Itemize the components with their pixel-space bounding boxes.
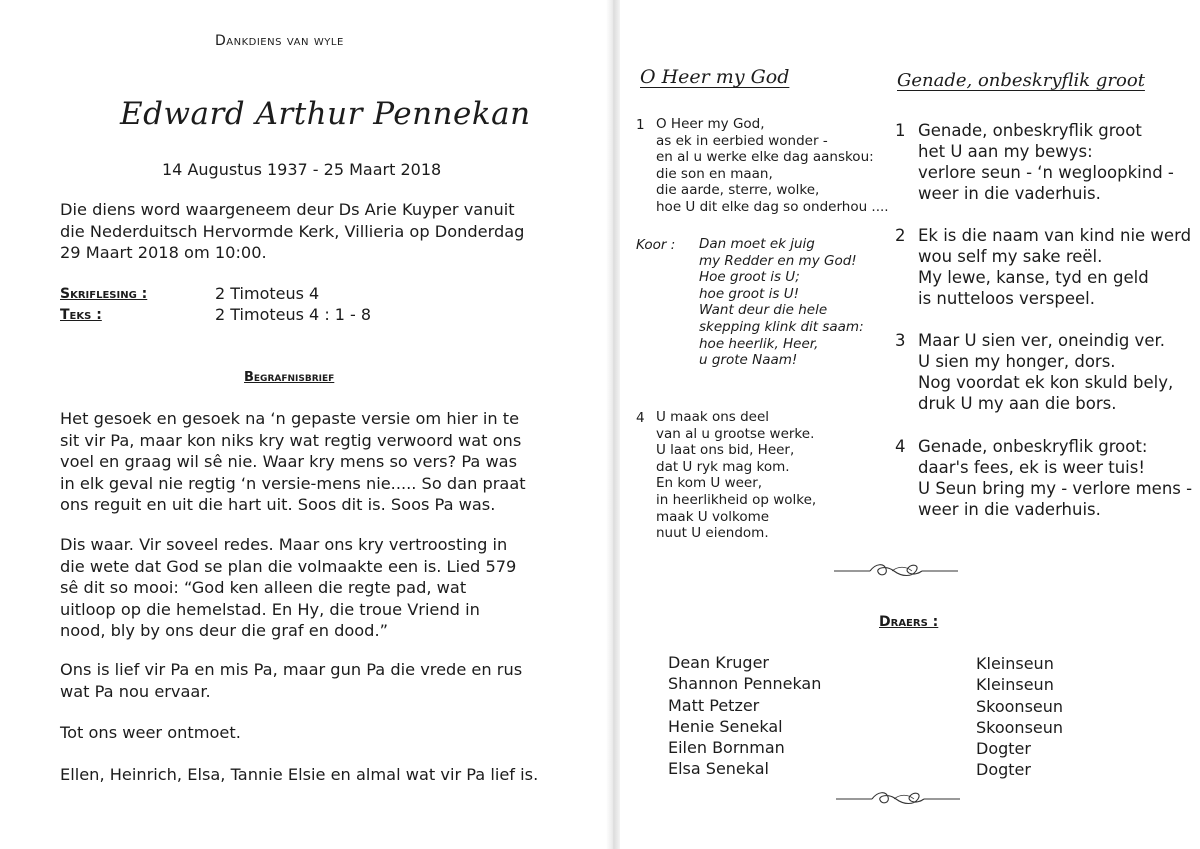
bearer-relation: Dogter bbox=[976, 760, 1031, 780]
verse-line: U laat ons bid, Heer, bbox=[656, 442, 795, 459]
hymn2-verse2 bbox=[918, 225, 1191, 309]
verse-line: nuut U eiendom. bbox=[656, 525, 769, 542]
hymn2-verse3-number: 3 bbox=[895, 331, 906, 350]
verse-line: U Seun bring my - verlore mens - bbox=[918, 479, 1193, 498]
text-line: sê dit so mooi: “God ken alleen die regte pad, wat bbox=[60, 578, 467, 597]
text-line: uitloop op die hemelstad. En Hy, die troue Vriend in bbox=[60, 599, 480, 619]
verse-line: skepping klink dit saam: bbox=[699, 318, 864, 335]
hymn1-verse1-number: 1 bbox=[636, 117, 645, 133]
verse-line: wou self my sake reël. bbox=[918, 247, 1103, 266]
verse-line: u grote Naam! bbox=[699, 352, 798, 369]
verse-line: en al u werke elke dag aanskou: bbox=[656, 149, 874, 166]
text-value: 2 Timoteus 4 : 1 - 8 bbox=[215, 305, 372, 324]
letter-paragraph-3 bbox=[60, 659, 522, 702]
text-line: Dis waar. Vir soveel redes. Maar ons kry vertroosting in bbox=[60, 535, 508, 554]
bearer-relations bbox=[976, 653, 1063, 781]
verse-line: van al u grootse werke. bbox=[656, 425, 815, 442]
bearer-name: Henie Senekal bbox=[668, 716, 783, 736]
text-line: Het gesoek en gesoek na ‘n gepaste versie om hier in te bbox=[60, 409, 520, 428]
verse-line: weer in die vaderhuis. bbox=[918, 500, 1101, 519]
verse-line: weer in die vaderhuis. bbox=[918, 184, 1101, 203]
verse-line: het U aan my bewys: bbox=[918, 142, 1093, 161]
verse-line: in heerlikheid op wolke, bbox=[656, 491, 817, 508]
verse-line: daar's fees, ek is weer tuis! bbox=[918, 458, 1145, 477]
hymn1-verse4 bbox=[656, 409, 816, 542]
page-fold bbox=[606, 0, 620, 849]
text-line: Die diens word waargeneem deur Ds Arie Kuyper vanuit bbox=[60, 200, 515, 219]
text-line: wat Pa nou ervaar. bbox=[60, 681, 211, 701]
verse-line: En kom U weer, bbox=[656, 475, 763, 492]
text-line: voel en graag wil sê nie. Waar kry mens so vers? Pa was bbox=[60, 452, 518, 471]
verse-line: Dan moet ek juig bbox=[699, 236, 815, 252]
text-line: in elk geval nie regtig ‘n versie-mens nie..... So dan praat bbox=[60, 473, 526, 493]
verse-line: O Heer my God, bbox=[656, 116, 765, 132]
letter-paragraph-2 bbox=[60, 534, 516, 642]
text-line: ons reguit en uit die hart uit. Soos dit is. Soos Pa was. bbox=[60, 495, 496, 514]
hymn2-verse2-number: 2 bbox=[895, 226, 906, 245]
verse-line: U maak ons deel bbox=[656, 409, 770, 425]
text-line: sit vir Pa, maar kon niks kry wat regtig verwoord wat ons bbox=[60, 430, 522, 450]
hymn1-verse1 bbox=[656, 116, 889, 216]
hymn2-verse3 bbox=[918, 330, 1173, 414]
flourish-divider-icon bbox=[832, 560, 960, 582]
bearer-relation: Dogter bbox=[976, 739, 1031, 759]
bearer-name: Dean Kruger bbox=[668, 653, 769, 672]
verse-line: Maar U sien ver, oneindig ver. bbox=[918, 331, 1165, 350]
bearer-relation: Skoonseun bbox=[976, 717, 1064, 737]
scripture-label: Skriflesing : bbox=[60, 286, 148, 302]
hymn2-verse1 bbox=[918, 120, 1174, 204]
text-line: 29 Maart 2018 om 10:00. bbox=[60, 243, 267, 262]
hymn2-title: Genade, onbeskryflik groot bbox=[897, 70, 1145, 91]
text-line: nood, bly by ons deur die graf en dood.” bbox=[60, 621, 388, 640]
text-label: Teks : bbox=[60, 307, 102, 323]
verse-line: hoe heerlik, Heer, bbox=[699, 335, 819, 352]
bearer-name: Elsa Senekal bbox=[668, 759, 769, 779]
bearer-name: Matt Petzer bbox=[668, 695, 760, 715]
verse-line: verlore seun - ‘n wegloopkind - bbox=[918, 163, 1174, 182]
hymn1-title: O Heer my God bbox=[640, 66, 790, 88]
bearer-relation: Kleinseun bbox=[976, 675, 1054, 695]
verse-line: die son en maan, bbox=[656, 165, 773, 182]
life-dates: 14 Augustus 1937 - 25 Maart 2018 bbox=[162, 160, 442, 179]
scripture-value: 2 Timoteus 4 bbox=[215, 284, 320, 303]
bearer-names bbox=[668, 652, 821, 780]
verse-line: Nog voordat ek kon skuld bely, bbox=[918, 373, 1174, 392]
hymn1-chorus bbox=[699, 236, 864, 369]
verse-line: die aarde, sterre, wolke, bbox=[656, 182, 820, 199]
letter-title: Begrafnisbrief bbox=[244, 370, 335, 385]
bearer-relation: Skoonseun bbox=[976, 696, 1064, 716]
letter-paragraph-1 bbox=[60, 408, 526, 516]
verse-line: Want deur die hele bbox=[699, 302, 828, 319]
letter-signature: Ellen, Heinrich, Elsa, Tannie Elsie en almal wat vir Pa lief is. bbox=[60, 765, 539, 784]
verse-line: Genade, onbeskryflik groot bbox=[918, 121, 1142, 140]
bearers-title: Draers : bbox=[879, 614, 939, 630]
text-line: Ons is lief vir Pa en mis Pa, maar gun Pa die vrede en rus bbox=[60, 660, 523, 679]
hymn1-verse4-number: 4 bbox=[636, 410, 645, 426]
service-heading: Dankdiens van wyle bbox=[215, 33, 344, 49]
text-line: die Nederduitsch Hervormde Kerk, Villieria op Donderdag bbox=[60, 221, 525, 241]
verse-line: dat U ryk mag kom. bbox=[656, 458, 790, 475]
verse-line: Hoe groot is U; bbox=[699, 269, 800, 286]
verse-line: hoe groot is U! bbox=[699, 285, 800, 302]
hymn1-chorus-label: Koor : bbox=[636, 237, 676, 253]
bearer-name: Shannon Pennekan bbox=[668, 674, 822, 694]
verse-line: is nutteloos verspeel. bbox=[918, 289, 1095, 308]
letter-closing: Tot ons weer ontmoet. bbox=[60, 723, 241, 742]
hymn2-verse4-number: 4 bbox=[895, 437, 906, 456]
verse-line: Genade, onbeskryflik groot: bbox=[918, 437, 1148, 456]
verse-line: My lewe, kanse, tyd en geld bbox=[918, 268, 1149, 287]
verse-line: maak U volkome bbox=[656, 508, 770, 525]
verse-line: my Redder en my God! bbox=[699, 252, 857, 269]
verse-line: hoe U dit elke dag so onderhou .... bbox=[656, 198, 889, 215]
service-details bbox=[60, 199, 524, 264]
hymn2-verse1-number: 1 bbox=[895, 121, 906, 140]
flourish-divider-icon bbox=[834, 788, 962, 810]
verse-line: Ek is die naam van kind nie werd bbox=[918, 226, 1192, 245]
bearer-relation: Kleinseun bbox=[976, 654, 1054, 673]
verse-line: druk U my aan die bors. bbox=[918, 394, 1117, 413]
hymn2-verse4 bbox=[918, 436, 1192, 520]
deceased-name: Edward Arthur Pennekan bbox=[120, 96, 531, 132]
verse-line: as ek in eerbied wonder - bbox=[656, 132, 828, 149]
bearer-name: Eilen Bornman bbox=[668, 738, 785, 758]
verse-line: U sien my honger, dors. bbox=[918, 352, 1116, 371]
text-line: die wete dat God se plan die volmaakte een is. Lied 579 bbox=[60, 556, 517, 576]
